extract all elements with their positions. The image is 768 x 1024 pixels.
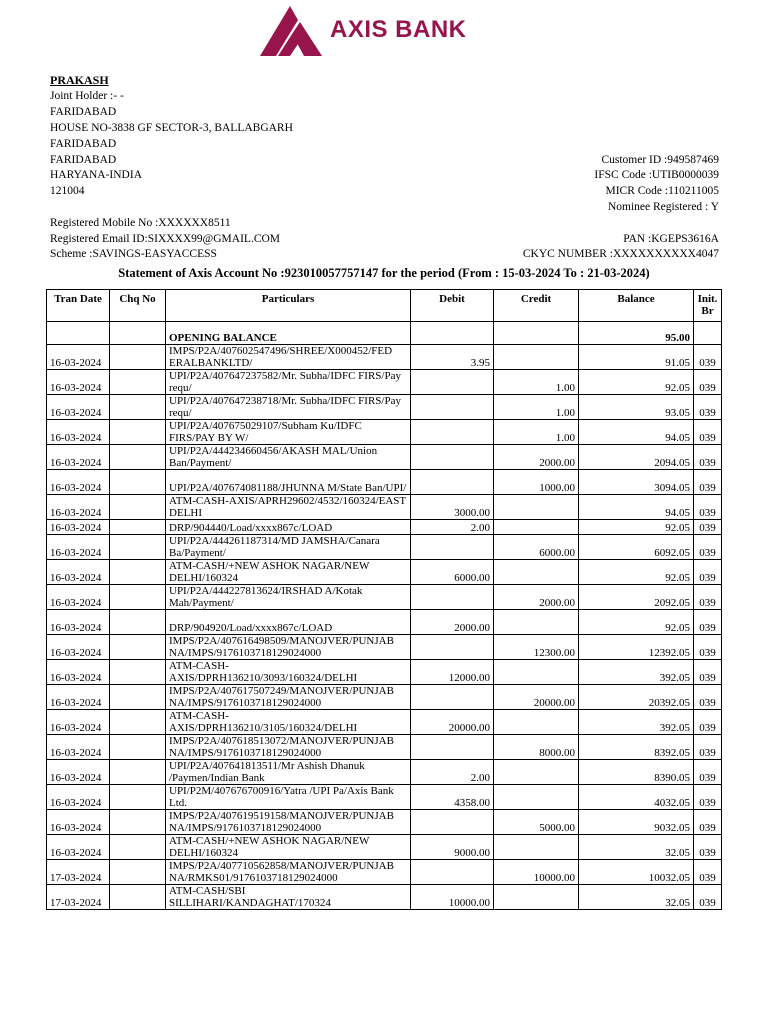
cell-particulars: IMPS/P2A/407619519158/MANOJVER/PUNJAB NA/IMPS/9176103718129024000 bbox=[166, 810, 411, 835]
cell-date: 16-03-2024 bbox=[47, 785, 110, 810]
table-row bbox=[47, 345, 722, 370]
cell-date: 16-03-2024 bbox=[47, 520, 110, 535]
cell-init-br: 039 bbox=[694, 685, 722, 710]
cell-credit bbox=[494, 610, 579, 635]
cell-particulars: IMPS/P2A/407602547496/SHREE/X000452/FED ERALBANKLTD/ bbox=[166, 345, 411, 370]
cell-chq bbox=[110, 445, 166, 470]
cell-init-br: 039 bbox=[694, 885, 722, 910]
cell-debit bbox=[411, 685, 494, 710]
cell-debit bbox=[411, 635, 494, 660]
table-row bbox=[47, 585, 722, 610]
cell-debit bbox=[411, 810, 494, 835]
cell-init-br: 039 bbox=[694, 585, 722, 610]
table-row bbox=[47, 735, 722, 760]
cell-init-br: 039 bbox=[694, 760, 722, 785]
address-line: FARIDABAD bbox=[50, 138, 117, 150]
table-header-row bbox=[47, 290, 722, 322]
cell-credit bbox=[494, 710, 579, 735]
cell-date: 16-03-2024 bbox=[47, 610, 110, 635]
cell-chq bbox=[110, 735, 166, 760]
opening-balance-row bbox=[47, 322, 722, 345]
ckyc-number: CKYC NUMBER :XXXXXXXXXX4047 bbox=[522, 248, 719, 260]
statement-table bbox=[46, 289, 722, 910]
cell-credit: 2000.00 bbox=[494, 445, 579, 470]
cell-debit: 4358.00 bbox=[411, 785, 494, 810]
cell-particulars: UPI/P2A/407647237582/Mr. Subha/IDFC FIRS/Pay requ/ bbox=[166, 370, 411, 395]
cell-debit bbox=[411, 395, 494, 420]
cell-balance: 2094.05 bbox=[579, 445, 694, 470]
cell-balance: 12392.05 bbox=[579, 635, 694, 660]
micr-code: MICR Code :110211005 bbox=[605, 185, 719, 197]
cell-init-br: 039 bbox=[694, 370, 722, 395]
cell-balance: 94.05 bbox=[579, 420, 694, 445]
cell-init-br: 039 bbox=[694, 495, 722, 520]
cell-chq bbox=[110, 885, 166, 910]
cell-chq bbox=[110, 760, 166, 785]
cell-balance: 3094.05 bbox=[579, 470, 694, 495]
cell-debit: 9000.00 bbox=[411, 835, 494, 860]
col-header-particulars: Particulars bbox=[166, 290, 411, 322]
registered-mobile: Registered Mobile No :XXXXXX8511 bbox=[50, 217, 231, 229]
cell-balance: 92.05 bbox=[579, 610, 694, 635]
cell-date: 16-03-2024 bbox=[47, 495, 110, 520]
cell-particulars: ATM-CASH/+NEW ASHOK NAGAR/NEW DELHI/160324 bbox=[166, 835, 411, 860]
cell-chq bbox=[110, 370, 166, 395]
cell-chq bbox=[110, 685, 166, 710]
cell-debit: 10000.00 bbox=[411, 885, 494, 910]
cell-credit: 20000.00 bbox=[494, 685, 579, 710]
cell-date: 16-03-2024 bbox=[47, 685, 110, 710]
cell-balance: 93.05 bbox=[579, 395, 694, 420]
table-row bbox=[47, 395, 722, 420]
table-row bbox=[47, 470, 722, 495]
cell-credit bbox=[494, 495, 579, 520]
cell-credit: 10000.00 bbox=[494, 860, 579, 885]
cell-balance: 94.05 bbox=[579, 495, 694, 520]
col-header-init-br: Init. Br bbox=[694, 290, 722, 322]
cell-init-br: 039 bbox=[694, 345, 722, 370]
table-row bbox=[47, 420, 722, 445]
table-row bbox=[47, 535, 722, 560]
cell-init-br: 039 bbox=[694, 860, 722, 885]
cell-init-br: 039 bbox=[694, 835, 722, 860]
cell-debit bbox=[411, 735, 494, 760]
cell-credit: 1000.00 bbox=[494, 470, 579, 495]
table-row bbox=[47, 760, 722, 785]
cell-credit bbox=[494, 345, 579, 370]
cell-balance: 91.05 bbox=[579, 345, 694, 370]
cell-particulars: UPI/P2A/444234660456/AKASH MAL/Union Ban/Payment/ bbox=[166, 445, 411, 470]
table-row bbox=[47, 685, 722, 710]
cell-chq bbox=[110, 810, 166, 835]
cell-credit bbox=[494, 885, 579, 910]
cell-debit: 12000.00 bbox=[411, 660, 494, 685]
table-row bbox=[47, 560, 722, 585]
cell-balance: 32.05 bbox=[579, 835, 694, 860]
cell-particulars: UPI/P2A/444227813624/IRSHAD A/Kotak Mah/Payment/ bbox=[166, 585, 411, 610]
cell-credit: 5000.00 bbox=[494, 810, 579, 835]
cell-date: 16-03-2024 bbox=[47, 760, 110, 785]
cell-date: 16-03-2024 bbox=[47, 710, 110, 735]
cell-credit bbox=[494, 760, 579, 785]
cell-debit bbox=[411, 585, 494, 610]
cell-init-br: 039 bbox=[694, 420, 722, 445]
col-header-debit: Debit bbox=[411, 290, 494, 322]
cell-particulars: IMPS/P2A/407616498509/MANOJVER/PUNJAB NA/IMPS/917610371812902400​0 bbox=[166, 635, 411, 660]
cell-credit: 1.00 bbox=[494, 420, 579, 445]
col-header-balance: Balance bbox=[579, 290, 694, 322]
cell-chq bbox=[110, 585, 166, 610]
table-row bbox=[47, 370, 722, 395]
cell-date: 16-03-2024 bbox=[47, 835, 110, 860]
statement-title: Statement of Axis Account No :923010057757147 for the period (From : 15-03-2024 To : 21-03-2024) bbox=[118, 266, 650, 280]
cell-chq bbox=[110, 860, 166, 885]
cell-debit bbox=[411, 470, 494, 495]
cell-particulars: UPI/P2M/407676700916/Yatra /UPI Pa/Axis Bank Ltd. bbox=[166, 785, 411, 810]
cell-balance: 10032.05 bbox=[579, 860, 694, 885]
cell-debit bbox=[411, 420, 494, 445]
table-row bbox=[47, 520, 722, 535]
address-line: FARIDABAD bbox=[50, 106, 117, 118]
table-row bbox=[47, 445, 722, 470]
cell-date: 16-03-2024 bbox=[47, 810, 110, 835]
pan-number: PAN :KGEPS3616A bbox=[623, 233, 719, 245]
cell-debit bbox=[411, 535, 494, 560]
address-line: HOUSE NO-3838 GF SECTOR-3, BALLABGARH bbox=[50, 122, 293, 134]
cell-debit: 3000.00 bbox=[411, 495, 494, 520]
cell-init-br: 039 bbox=[694, 520, 722, 535]
cell-chq bbox=[110, 345, 166, 370]
axis-logo-icon bbox=[258, 4, 324, 58]
cell-debit bbox=[411, 445, 494, 470]
cell-chq bbox=[110, 610, 166, 635]
cell-balance: 9032.05 bbox=[579, 810, 694, 835]
cell-debit bbox=[411, 860, 494, 885]
cell-particulars: UPI/P2A/407675029107/Subham Ku/IDFC FIRS/PAY BY W/ bbox=[166, 420, 411, 445]
cell-init-br: 039 bbox=[694, 710, 722, 735]
cell-credit: 12300.00 bbox=[494, 635, 579, 660]
cell-debit: 6000.00 bbox=[411, 560, 494, 585]
ifsc-code: IFSC Code :UTIB0000039 bbox=[594, 169, 719, 181]
cell-balance: 392.05 bbox=[579, 660, 694, 685]
cell-debit: 2.00 bbox=[411, 760, 494, 785]
address-line: FARIDABAD bbox=[50, 154, 117, 166]
cell-balance: 92.05 bbox=[579, 520, 694, 535]
cell-date: 16-03-2024 bbox=[47, 635, 110, 660]
table-row bbox=[47, 610, 722, 635]
cell-init-br: 039 bbox=[694, 395, 722, 420]
table-row bbox=[47, 635, 722, 660]
table-row bbox=[47, 710, 722, 735]
table-row bbox=[47, 885, 722, 910]
cell-particulars: ATM-CASH/+NEW ASHOK NAGAR/NEW DELHI/160324 bbox=[166, 560, 411, 585]
nominee-registered: Nominee Registered : Y bbox=[607, 201, 719, 213]
cell-date: 16-03-2024 bbox=[47, 735, 110, 760]
cell-date: 17-03-2024 bbox=[47, 885, 110, 910]
cell-balance: 8392.05 bbox=[579, 735, 694, 760]
col-header-chq: Chq No bbox=[110, 290, 166, 322]
cell-credit: 1.00 bbox=[494, 370, 579, 395]
address-line: 121004 bbox=[50, 185, 85, 197]
cell-chq bbox=[110, 495, 166, 520]
cell-date: 16-03-2024 bbox=[47, 445, 110, 470]
cell-credit bbox=[494, 520, 579, 535]
cell-balance: 32.05 bbox=[579, 885, 694, 910]
cell-particulars: DRP/904440/Load/xxxx867c/LOAD bbox=[166, 520, 411, 535]
cell-particulars: UPI/P2A/407674081188/JHUNNA M/State Ban/UPI/ bbox=[166, 470, 411, 495]
cell-chq bbox=[110, 660, 166, 685]
cell-debit: 20000.00 bbox=[411, 710, 494, 735]
cell-particulars: ATM-CASH-AXIS/DPRH136210/3105/160324/DELHI bbox=[166, 710, 411, 735]
cell-init-br: 039 bbox=[694, 445, 722, 470]
cell-chq bbox=[110, 520, 166, 535]
cell-chq bbox=[110, 560, 166, 585]
scheme: Scheme :SAVINGS-EASYACCESS bbox=[50, 248, 217, 260]
axis-bank-logo bbox=[258, 4, 498, 58]
cell-init-br: 039 bbox=[694, 470, 722, 495]
opening-balance-label: OPENING BALANCE bbox=[166, 322, 411, 345]
cell-particulars: IMPS/P2A/407617507249/MANOJVER/PUNJAB NA/IMPS/9176103718129024000 bbox=[166, 685, 411, 710]
cell-init-br: 039 bbox=[694, 635, 722, 660]
cell-balance: 2092.05 bbox=[579, 585, 694, 610]
table-row bbox=[47, 810, 722, 835]
cell-balance: 92.05 bbox=[579, 560, 694, 585]
cell-particulars: ATM-CASH-AXIS/APRH29602/4532/160324/EAST DELHI bbox=[166, 495, 411, 520]
cell-date: 16-03-2024 bbox=[47, 470, 110, 495]
cell-date: 16-03-2024 bbox=[47, 370, 110, 395]
cell-init-br: 039 bbox=[694, 610, 722, 635]
joint-holder: Joint Holder :- - bbox=[50, 90, 124, 102]
cell-particulars: UPI/P2A/444261187314/MD JAMSHA/Canara Ba/Payment/ bbox=[166, 535, 411, 560]
cell-particulars: UPI/P2A/407647238718/Mr. Subha/IDFC FIRS/Pay requ/ bbox=[166, 395, 411, 420]
cell-balance: 8390.05 bbox=[579, 760, 694, 785]
cell-credit bbox=[494, 835, 579, 860]
cell-chq bbox=[110, 395, 166, 420]
col-header-credit: Credit bbox=[494, 290, 579, 322]
cell-particulars: IMPS/P2A/407710562858/MANOJVER/PUNJAB NA/RMKS01/9176103718129024000 bbox=[166, 860, 411, 885]
cell-credit: 6000.00 bbox=[494, 535, 579, 560]
cell-chq bbox=[110, 785, 166, 810]
cell-date: 16-03-2024 bbox=[47, 535, 110, 560]
cell-particulars: IMPS/P2A/407618513072/MANOJVER/PUNJAB NA/IMPS/9176103718129024000 bbox=[166, 735, 411, 760]
table-row bbox=[47, 660, 722, 685]
cell-chq bbox=[110, 835, 166, 860]
cell-date: 16-03-2024 bbox=[47, 560, 110, 585]
cell-init-br: 039 bbox=[694, 535, 722, 560]
cell-date: 16-03-2024 bbox=[47, 395, 110, 420]
cell-credit: 1.00 bbox=[494, 395, 579, 420]
cell-chq bbox=[110, 535, 166, 560]
cell-init-br: 039 bbox=[694, 785, 722, 810]
table-row bbox=[47, 785, 722, 810]
cell-date: 16-03-2024 bbox=[47, 585, 110, 610]
cell-particulars: UPI/P2A/407641813511/Mr Ashish Dhanuk /Paymen/Indian Bank bbox=[166, 760, 411, 785]
cell-init-br: 039 bbox=[694, 735, 722, 760]
col-header-date: Tran Date bbox=[47, 290, 110, 322]
cell-chq bbox=[110, 635, 166, 660]
cell-balance: 392.05 bbox=[579, 710, 694, 735]
cell-date: 16-03-2024 bbox=[47, 660, 110, 685]
cell-credit bbox=[494, 560, 579, 585]
cell-debit: 3.95 bbox=[411, 345, 494, 370]
cell-balance: 20392.05 bbox=[579, 685, 694, 710]
opening-balance-value: 95.00 bbox=[579, 322, 694, 345]
cell-balance: 4032.05 bbox=[579, 785, 694, 810]
table-row bbox=[47, 860, 722, 885]
holder-name: PRAKASH bbox=[50, 73, 109, 87]
cell-init-br: 039 bbox=[694, 810, 722, 835]
cell-particulars: DRP/904920/Load/xxxx867c/LOAD bbox=[166, 610, 411, 635]
cell-debit: 2.00 bbox=[411, 520, 494, 535]
cell-init-br: 039 bbox=[694, 560, 722, 585]
logo-text: AXIS BANK bbox=[330, 16, 467, 43]
cell-credit: 2000.00 bbox=[494, 585, 579, 610]
cell-credit: 8000.00 bbox=[494, 735, 579, 760]
cell-credit bbox=[494, 785, 579, 810]
table-row bbox=[47, 835, 722, 860]
cell-balance: 92.05 bbox=[579, 370, 694, 395]
cell-chq bbox=[110, 420, 166, 445]
customer-id: Customer ID :949587469 bbox=[601, 154, 719, 166]
cell-debit: 2000.00 bbox=[411, 610, 494, 635]
cell-init-br: 039 bbox=[694, 660, 722, 685]
cell-date: 16-03-2024 bbox=[47, 420, 110, 445]
cell-particulars: ATM-CASH/SBI SILLIHARI/KANDAGHAT/170324 bbox=[166, 885, 411, 910]
cell-date: 16-03-2024 bbox=[47, 345, 110, 370]
cell-particulars: ATM-CASH-AXIS/DPRH136210/3093/160324/DELHI bbox=[166, 660, 411, 685]
address-line: HARYANA-INDIA bbox=[50, 169, 142, 181]
cell-debit bbox=[411, 370, 494, 395]
cell-date: 17-03-2024 bbox=[47, 860, 110, 885]
cell-credit bbox=[494, 660, 579, 685]
registered-email: Registered Email ID:SIXXXX99@GMAIL.COM bbox=[50, 233, 281, 245]
cell-chq bbox=[110, 710, 166, 735]
cell-balance: 6092.05 bbox=[579, 535, 694, 560]
table-row bbox=[47, 495, 722, 520]
cell-chq bbox=[110, 470, 166, 495]
